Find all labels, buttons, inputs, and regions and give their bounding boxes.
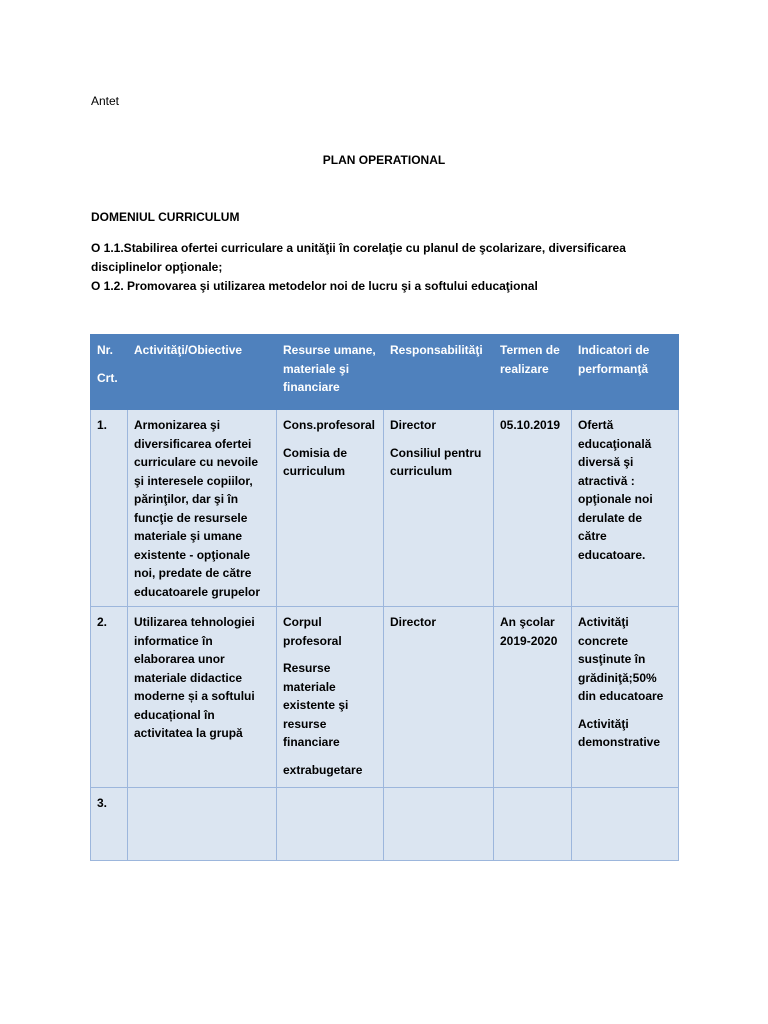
header-nr-label: Nr. [97,343,114,357]
domain-heading: DOMENIUL CURRICULUM [91,210,240,224]
cell-termen: An şcolar 2019-2020 [494,607,572,788]
resurse-line-1: Corpul profesoral [283,615,342,648]
cell-indicatori [572,788,679,861]
cell-resurse [277,788,384,861]
indicatori-line-2: Activităţi demonstrative [578,716,661,749]
responsabilitati-line-1: Director [390,418,437,432]
header-resurse: Resurse umane, materiale şi financiare [277,335,384,410]
cell-responsabilitati [384,788,494,861]
cell-responsabilitati: Director [384,607,494,788]
header-indicatori: Indicatori de performanţă [572,335,679,410]
cell-activitati: Utilizarea tehnologiei informatice în elaborarea unor materiale didactice moderne și a softului educațional în activitatea la grupă [128,607,277,788]
cell-indicatori: Ofertă educaţională diversă şi atractivă : opţionale noi derulate de către educatoare. [572,410,679,607]
cell-nr: 1. [91,410,128,607]
cell-termen [494,788,572,861]
resurse-line-3: extrabugetare [283,762,363,777]
cell-resurse [277,410,384,607]
cell-indicatori [572,607,679,788]
objective-2: O 1.2. Promovarea şi utilizarea metodelor noi de lucru şi a softului educaţional [91,279,538,293]
objective-1: O 1.1.Stabilirea ofertei curriculare a unităţii în corelaţie cu planul de şcolarizare, diversificarea disciplinelor opţionale; [91,241,626,274]
header-responsabilitati: Responsabilităţi [384,335,494,410]
indicatori-line-1: Activităţi concrete susţinute în grădiniţă;50% din educatoare [578,615,664,703]
cell-activitati: Armonizarea şi diversificarea ofertei curriculare cu nevoile şi interesele copiilor, părinţilor, dar şi în funcţie de resursele materiale şi umane existente - opţionale noi, predate de către educatoarele grupelor [128,410,277,607]
cell-nr: 2. [91,607,128,788]
table-row [91,788,679,861]
header-nr-crt [91,335,128,410]
table-header-row [91,335,679,410]
header-activitati: Activităţi/Obiective [128,335,277,410]
table-row [91,607,679,788]
page-title: PLAN OPERATIONAL [322,153,446,167]
resurse-line-2: Resurse materiale existente şi resurse financiare [283,661,349,749]
cell-nr: 3. [91,788,128,861]
cell-termen: 05.10.2019 [494,410,572,607]
cell-activitati [128,788,277,861]
cell-resurse [277,607,384,788]
header-crt-label: Crt. [97,370,118,385]
page-header-text: Antet [91,94,120,108]
responsabilitati-line-2: Consiliul pentru curriculum [390,445,482,478]
table-row [91,410,679,607]
resurse-line-1: Cons.profesoral [283,418,376,432]
resurse-line-2: Comisia de curriculum [283,445,348,478]
cell-responsabilitati [384,410,494,607]
operational-plan-table [90,334,679,861]
header-termen: Termen de realizare [494,335,572,410]
